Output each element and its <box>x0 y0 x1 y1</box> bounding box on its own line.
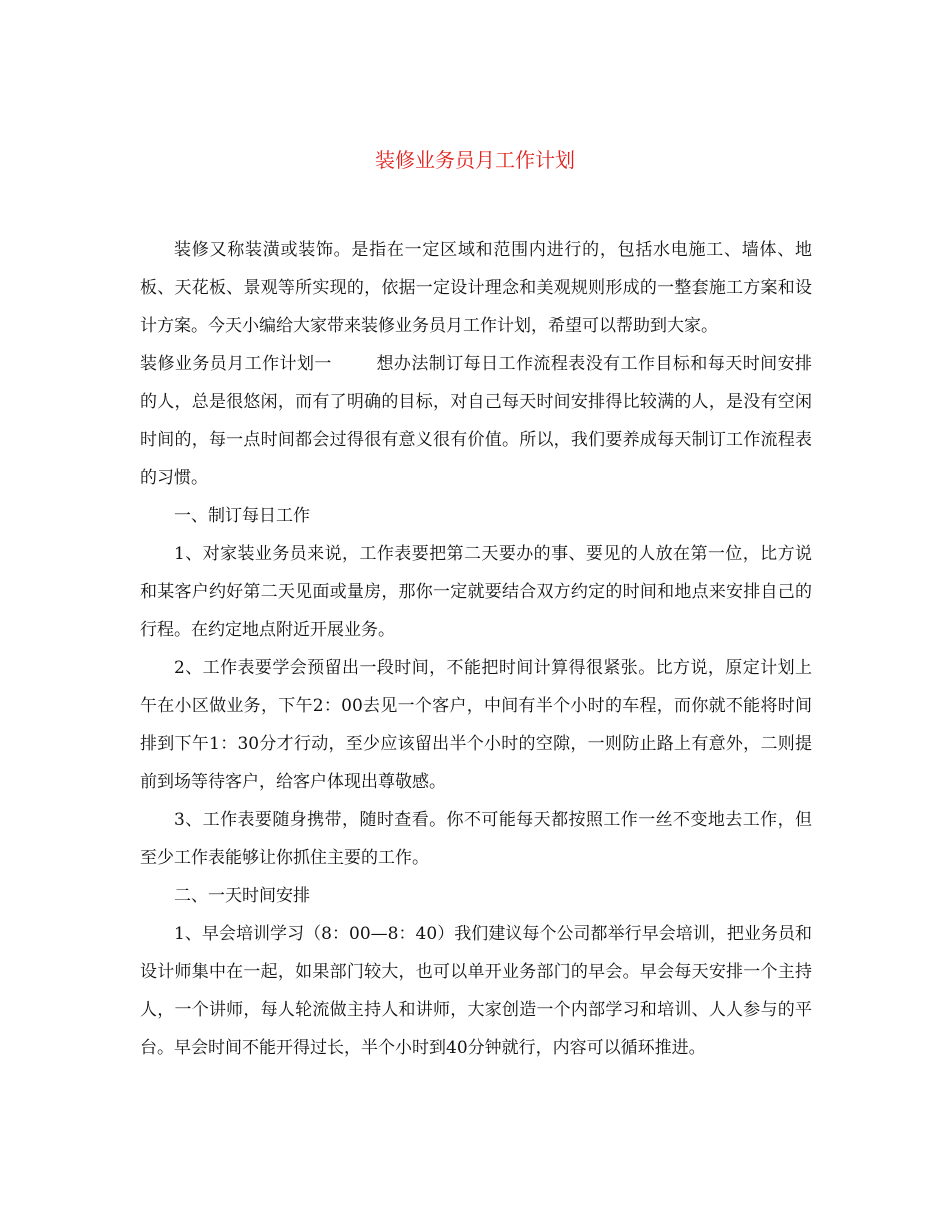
document-body <box>140 231 812 1067</box>
point-3-paragraph: 3、工作表要随身携带，随时查看。你不可能每天都按照工作一丝不变地去工作，但至少工作表能够让你抓住主要的工作。 <box>140 810 812 868</box>
section-heading: 装修业务员月工作计划一 <box>140 354 332 374</box>
subheading-day-schedule: 二、一天时间安排 <box>174 886 310 906</box>
document-title: 装修业务员月工作计划 <box>375 148 575 172</box>
morning-meeting-paragraph: 1、早会培训学习（8：00—8：40）我们建议每个公司都举行早会培训，把业务员和设计师集中在一起，如果部门较大，也可以单开业务部门的早会。早会每天安排一个主持人，一个讲师，每人轮流做主持人和讲师，大家创造一个内部学习和培训、人人参与的平台。早会时间不能开得过长，半个小时到40分钟就行，内容可以循环推进。 <box>140 924 812 1058</box>
point-2-paragraph: 2、工作表要学会预留出一段时间，不能把时间计算得很紧张。比方说，原定计划上午在小区做业务，下午2：00去见一个客户，中间有半个小时的车程，而你就不能将时间排到下午1：30分才行动，至少应该留出半个小时的空隙，一则防止路上有意外，二则提前到场等待客户，给客户体现出尊敬感。 <box>140 658 812 792</box>
plan-one-text: 想办法制订每日工作流程表没有工作目标和每天时间安排的人，总是很悠闲，而有了明确的目标，对自己每天时间安排得比较满的人，是没有空闲时间的，每一点时间都会过得很有意义很有价值。所以，我们要养成每天制订工作流程表的习惯。 <box>140 354 813 488</box>
intro-paragraph: 装修又称装潢或装饰。是指在一定区域和范围内进行的，包括水电施工、墙体、地板、天花板、景观等所实现的，依据一定设计理念和美观规则形成的一整套施工方案和设计方案。今天小编给大家带来装修业务员月工作计划，希望可以帮助到大家。 <box>140 240 812 336</box>
subheading-daily-work: 一、制订每日工作 <box>174 506 310 526</box>
point-1-paragraph: 1、对家装业务员来说，工作表要把第二天要办的事、要见的人放在第一位，比方说和某客户约好第二天见面或量房，那你一定就要结合双方约定的时间和地点来安排自己的行程。在约定地点附近开展业务。 <box>140 544 812 640</box>
plan-one-paragraph <box>140 345 812 497</box>
